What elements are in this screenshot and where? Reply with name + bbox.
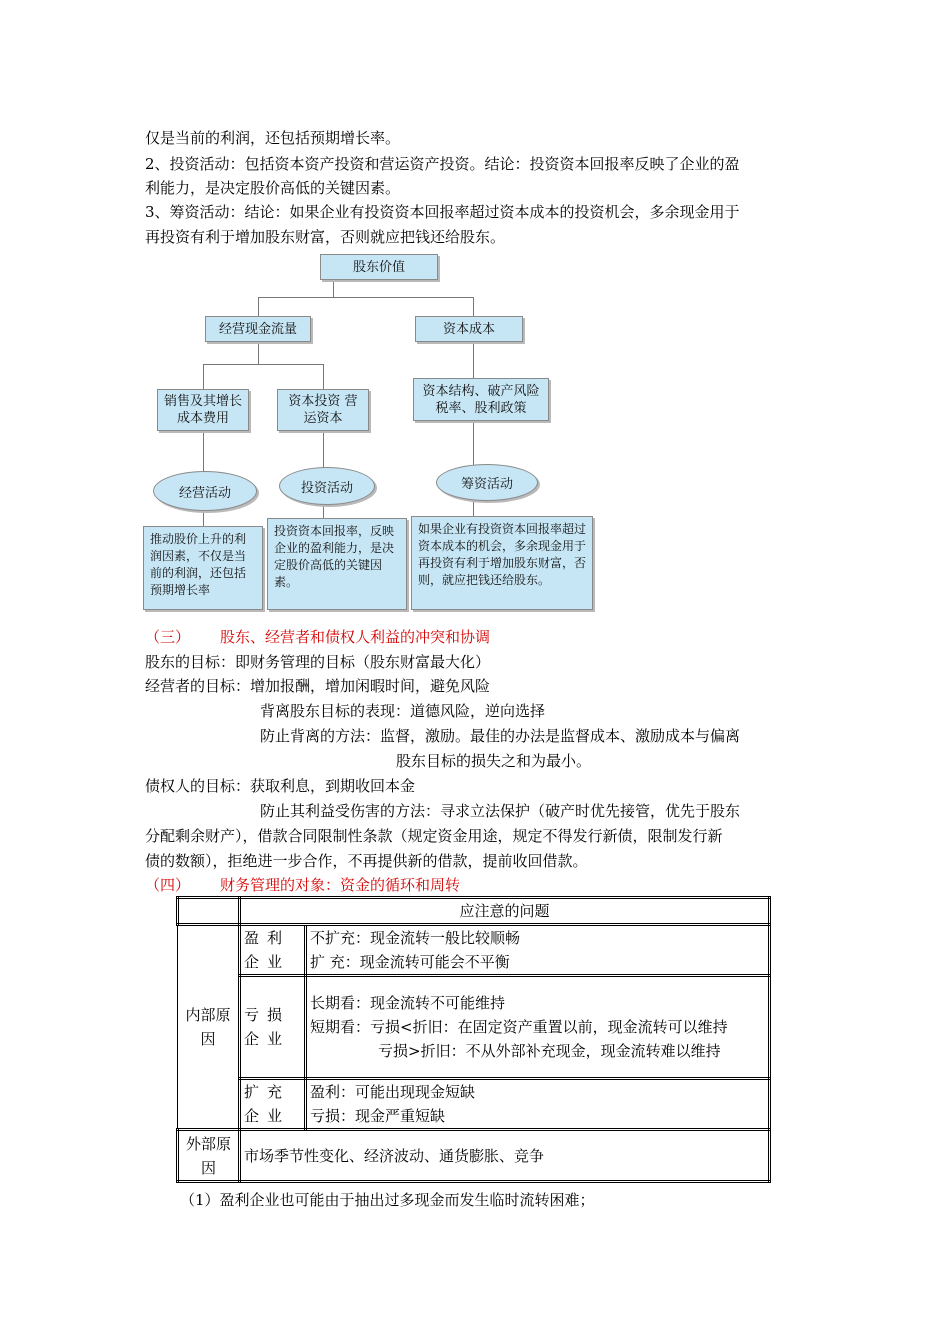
section-heading (145, 873, 460, 897)
cell-line: 不扩充：现金流转一般比较顺畅 (310, 929, 521, 947)
paragraph-line: 经营者的目标：增加报酬，增加闲暇时间，避免风险 (145, 677, 491, 695)
table-corner-cell (178, 898, 240, 925)
paragraph-line: 分配剩余财产），借款合同限制性条款（规定资金用途，规定不得发行新债，限制发行新 (145, 827, 723, 845)
sub-label-profit (240, 925, 306, 976)
paragraph-line: 再投资有利于增加股东财富，否则就应把钱还给股东。 (145, 228, 506, 246)
cell-line: 亏损：现金严重短缺 (310, 1107, 446, 1125)
sub-label-expand (240, 1079, 306, 1130)
cell-line: 亏损>折旧：不从外部补充现金，现金流转难以维持 (378, 1042, 721, 1060)
row-label-external (178, 1130, 240, 1182)
paragraph-line: 防止背离的方法：监督，激励。最佳的办法是监督成本、激励成本与偏离 (260, 727, 741, 745)
paragraph-line: 股东目标的损失之和为最小。 (396, 752, 592, 770)
section-heading (145, 625, 490, 649)
box-label: 资本投资 营运资本 (288, 394, 358, 426)
cash-flow-issues-table (176, 896, 771, 1183)
note-text: 如果企业有投资资本回报率超过资本成本的机会，多余现金用于再投资有利于增加股东财富，否则，就应把钱还给股东。 (418, 522, 587, 587)
section-title: 股东、经营者和债权人利益的冲突和协调 (220, 628, 491, 646)
paragraph-line: 2、投资活动：包括资本资产投资和营运资产投资。结论：投资资本回报率反映了企业的盈 (145, 155, 740, 173)
paragraph-line: 防止其利益受伤害的方法：寻求立法保护（破产时优先接管，优先于股东 (260, 802, 741, 820)
paragraph-line: 背离股东目标的表现：道德风险，逆向选择 (260, 702, 546, 720)
paragraph-line: 3、筹资活动：结论：如果企业有投资资本回报率超过资本成本的投资机会，多余现金用于 (145, 203, 740, 221)
table-header: 应注意的问题 (240, 898, 770, 925)
paragraph-line: 利能力，是决定股价高低的关键因素。 (145, 179, 401, 197)
external-cell (240, 1130, 770, 1182)
paragraph-line: 债权人的目标：获取利息，到期收回本金 (145, 777, 416, 795)
row-label-internal (178, 925, 240, 1130)
paragraph-line: 债的数额），拒绝进一步合作，不再提供新的借款，提前收回借款。 (145, 852, 588, 870)
note-investing (267, 518, 407, 610)
box-label: 资本结构、破产风险 税率、股利政策 (422, 383, 540, 416)
section-number: （三） (145, 628, 191, 646)
ellipse-operating-activity (153, 471, 257, 511)
cell-line: 扩 充：现金流转可能会不平衡 (310, 953, 510, 971)
cell-text: 扩充企业 (244, 1083, 291, 1125)
section-title: 财务管理的对象：资金的循环和周转 (220, 876, 461, 894)
note-financing (411, 516, 593, 610)
loss-cell (306, 976, 770, 1079)
note-text: 投资资本回报率，反映企业的盈利能力，是决定股价高低的关键因素。 (274, 524, 395, 589)
footer-line: （1）盈利企业也可能由于抽出过多现金而发生临时流转困难； (180, 1191, 595, 1209)
cell-line: 短期看：亏损<折旧：在固定资产重置以前，现金流转可以维持 (310, 1018, 728, 1036)
ellipse-financing-activity (436, 464, 538, 501)
cell-text: 亏损企业 (244, 1006, 291, 1048)
note-operating (143, 526, 263, 610)
cell-line: 长期看：现金流转不可能维持 (310, 994, 506, 1012)
root-box-shareholder-value (320, 254, 438, 280)
box-capital-cost (415, 316, 523, 342)
ellipse-label: 投资活动 (300, 480, 353, 496)
ellipse-investing-activity (279, 467, 375, 505)
ellipse-label: 经营活动 (178, 485, 231, 501)
box-label: 销售及其增长 成本费用 (164, 394, 243, 426)
box-operating-cash-flow (205, 316, 311, 342)
section-number: （四） (145, 876, 191, 894)
expand-cell (306, 1079, 770, 1130)
note-text: 推动股价上升的利润因素，不仅是当前的利润，还包括预期增长率 (150, 532, 247, 597)
sub-label-loss (240, 976, 306, 1079)
box-label: 资本成本 (442, 321, 495, 337)
paragraph-line: 股东的目标：即财务管理的目标（股东财富最大化） (145, 653, 491, 671)
box-capital-investment (277, 389, 369, 431)
box-label: 股东价值 (352, 259, 405, 275)
cell-text: 盈利企业 (244, 929, 291, 971)
cell-text: 内部原因 (185, 1006, 231, 1048)
cell-line: 盈利：可能出现现金短缺 (310, 1083, 476, 1101)
ellipse-label: 筹资活动 (460, 477, 513, 492)
profit-cell (306, 925, 770, 976)
box-label: 经营现金流量 (218, 321, 297, 337)
cell-text: 市场季节性变化、经济波动、通货膨胀、竞争 (244, 1146, 545, 1165)
box-capital-structure (413, 378, 549, 421)
box-sales-growth (157, 389, 249, 431)
paragraph-line: 仅是当前的利润，还包括预期增长率。 (145, 129, 401, 147)
cell-text: 外部原因 (185, 1134, 231, 1177)
